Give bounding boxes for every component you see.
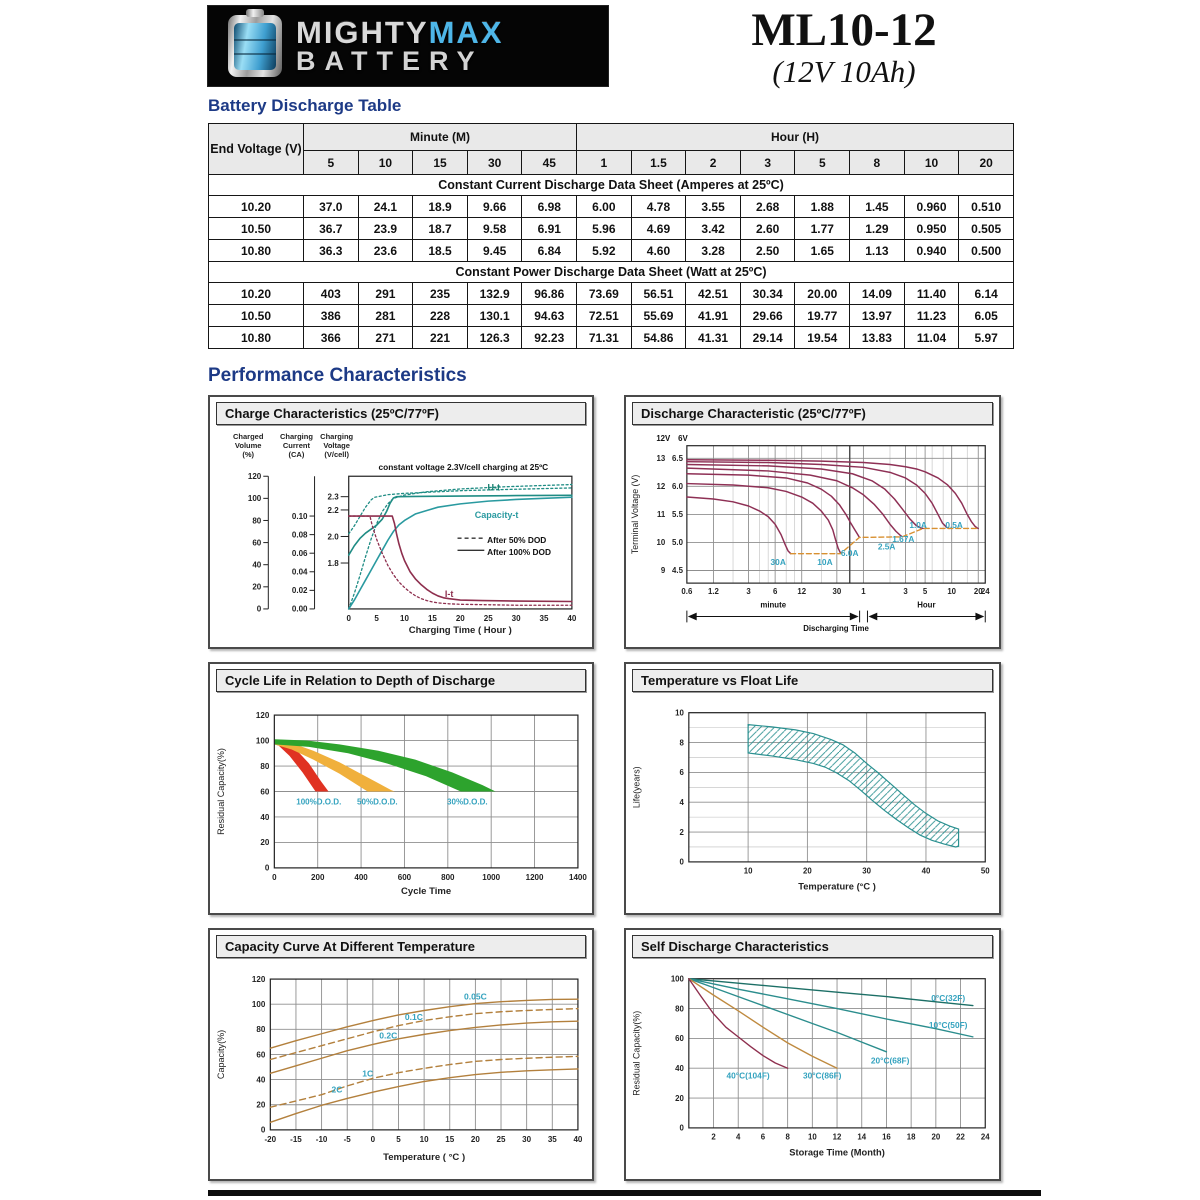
svg-text:12: 12	[656, 482, 666, 492]
svg-text:Charging: Charging	[279, 432, 313, 442]
footer-bar	[208, 1190, 1041, 1196]
model-spec: (12V 10Ah)	[772, 54, 916, 90]
svg-text:16: 16	[882, 1132, 891, 1142]
page-header	[208, 6, 1044, 89]
svg-text:15: 15	[445, 1134, 455, 1144]
svg-text:120: 120	[247, 472, 262, 482]
svg-text:U-t: U-t	[487, 483, 501, 494]
svg-text:0.10: 0.10	[291, 512, 308, 522]
brand-text	[296, 17, 503, 75]
svg-text:Volume: Volume	[234, 441, 262, 451]
svg-text:Cycle Time: Cycle Time	[401, 885, 452, 897]
svg-text:40: 40	[256, 1075, 266, 1085]
svg-text:30A: 30A	[770, 557, 786, 568]
chart-title: Discharge Characteristic (25ºC/77ºF)	[632, 402, 993, 425]
svg-text:6.0A: 6.0A	[840, 548, 859, 559]
svg-text:5: 5	[396, 1134, 401, 1144]
svg-text:2.0: 2.0	[327, 532, 339, 542]
table-section-row: Constant Current Discharge Data Sheet (Amperes at 25ºC)	[209, 175, 1014, 196]
svg-text:9: 9	[660, 566, 666, 576]
svg-text:After 50% DOD: After 50% DOD	[487, 535, 547, 546]
svg-text:20: 20	[260, 837, 270, 847]
svg-text:40: 40	[260, 812, 270, 822]
svg-text:30%D.O.D.: 30%D.O.D.	[447, 797, 488, 807]
svg-text:10: 10	[807, 1132, 817, 1142]
brand-max: MAX	[428, 15, 504, 50]
svg-text:12: 12	[797, 587, 807, 597]
table-section-row: Constant Power Discharge Data Sheet (Watt at 25ºC)	[209, 262, 1014, 283]
svg-text:60: 60	[260, 786, 270, 796]
svg-text:11: 11	[656, 510, 666, 520]
charge-characteristics-plot	[210, 430, 592, 646]
charts-grid	[208, 395, 1044, 1180]
svg-text:14: 14	[857, 1132, 867, 1142]
svg-text:I-t: I-t	[444, 589, 454, 600]
svg-text:200: 200	[311, 872, 325, 882]
svg-text:40: 40	[921, 866, 931, 876]
svg-text:20: 20	[675, 1093, 684, 1103]
svg-text:40: 40	[573, 1134, 583, 1144]
svg-text:2C: 2C	[331, 1084, 343, 1095]
svg-text:0: 0	[264, 863, 270, 873]
svg-text:12: 12	[832, 1132, 842, 1142]
svg-text:0.00: 0.00	[291, 605, 308, 615]
chart-title: Charge Characteristics (25ºC/77ºF)	[216, 402, 586, 425]
self-discharge-plot	[626, 963, 999, 1174]
svg-text:6V: 6V	[678, 434, 688, 444]
svg-text:0.5A: 0.5A	[945, 520, 963, 531]
discharge-characteristic-plot	[626, 430, 999, 641]
svg-text:6.0: 6.0	[672, 482, 683, 492]
svg-text:20°C(68F): 20°C(68F)	[870, 1055, 910, 1066]
svg-text:25: 25	[496, 1134, 506, 1144]
svg-text:0: 0	[370, 1134, 376, 1144]
svg-text:80: 80	[260, 761, 270, 771]
svg-text:22: 22	[956, 1132, 965, 1142]
svg-text:100%D.O.D.: 100%D.O.D.	[296, 797, 342, 807]
discharge-table-body	[209, 175, 1014, 349]
svg-text:15: 15	[427, 614, 437, 624]
svg-text:25: 25	[483, 614, 493, 624]
svg-text:2: 2	[679, 827, 684, 837]
chart-title: Cycle Life in Relation to Depth of Discharge	[216, 669, 586, 692]
svg-text:Terminal Voltage (V): Terminal Voltage (V)	[629, 475, 640, 555]
section-heading-discharge-table: Battery Discharge Table	[208, 96, 402, 116]
svg-text:100: 100	[247, 494, 262, 504]
svg-text:2.5A: 2.5A	[877, 542, 896, 553]
svg-text:Voltage: Voltage	[323, 441, 350, 451]
svg-text:10: 10	[656, 538, 666, 548]
svg-text:30: 30	[522, 1134, 532, 1144]
svg-text:10: 10	[675, 708, 684, 718]
svg-text:2: 2	[711, 1132, 716, 1142]
svg-text:24: 24	[980, 1132, 990, 1142]
svg-text:Temperature (°C ): Temperature (°C )	[798, 880, 876, 891]
svg-text:50%D.O.D.: 50%D.O.D.	[357, 797, 398, 807]
chart-temperature-float-life	[624, 662, 1001, 915]
svg-text:Hour: Hour	[917, 601, 936, 611]
svg-text:40°C(104F): 40°C(104F)	[726, 1070, 770, 1081]
svg-text:20: 20	[470, 1134, 480, 1144]
svg-text:10: 10	[743, 866, 753, 876]
svg-text:10A: 10A	[817, 557, 833, 568]
svg-text:0: 0	[679, 1123, 684, 1133]
svg-text:6.5: 6.5	[672, 454, 683, 464]
cycle-life-plot	[210, 697, 592, 913]
svg-text:0.06: 0.06	[291, 549, 308, 559]
svg-text:10: 10	[419, 1134, 429, 1144]
svg-text:Life(years): Life(years)	[631, 766, 642, 808]
temperature-float-life-plot	[626, 697, 999, 908]
table-row: 10.50 386 281 228 130.1 94.63 72.51 55.69 41.91 29.66 19.77 13.97 11.23 6.05	[209, 305, 1014, 327]
svg-text:100: 100	[255, 735, 270, 745]
svg-text:60: 60	[675, 1033, 684, 1043]
svg-text:0.1C: 0.1C	[404, 1011, 423, 1022]
svg-text:18: 18	[906, 1132, 916, 1142]
svg-text:40: 40	[675, 1063, 684, 1073]
svg-text:1.8: 1.8	[327, 559, 339, 569]
table-header-row: End Voltage (V) Minute (M) Hour (H)	[209, 124, 1014, 151]
svg-text:600: 600	[397, 872, 412, 882]
svg-text:Discharging Time: Discharging Time	[803, 624, 869, 634]
svg-text:100: 100	[670, 974, 684, 984]
chart-discharge-characteristic	[624, 395, 1001, 648]
svg-text:1.2: 1.2	[707, 587, 719, 597]
svg-text:-20: -20	[264, 1134, 277, 1144]
svg-text:minute: minute	[760, 601, 787, 611]
svg-text:10: 10	[947, 587, 957, 597]
svg-text:5.0: 5.0	[672, 538, 683, 548]
svg-text:Capacity(%): Capacity(%)	[216, 1029, 227, 1079]
svg-text:5: 5	[922, 587, 928, 597]
svg-text:20: 20	[252, 583, 262, 593]
svg-text:Charging Time ( Hour ): Charging Time ( Hour )	[408, 625, 512, 637]
svg-text:4: 4	[679, 797, 684, 807]
svg-text:After 100% DOD: After 100% DOD	[487, 547, 551, 558]
svg-text:6: 6	[679, 767, 684, 777]
svg-text:20: 20	[973, 587, 983, 597]
svg-text:Storage Time (Month): Storage Time (Month)	[789, 1147, 885, 1158]
svg-text:1200: 1200	[525, 872, 544, 882]
svg-text:(%): (%)	[242, 450, 255, 460]
table-row: 10.80 36.3 23.6 18.5 9.45 6.84 5.92 4.60 3.28 2.50 1.65 1.13 0.940 0.500	[209, 240, 1014, 262]
svg-text:40: 40	[252, 560, 262, 570]
svg-text:1.0A: 1.0A	[909, 520, 927, 531]
svg-text:13: 13	[656, 454, 666, 464]
svg-text:5: 5	[374, 614, 379, 624]
svg-text:30: 30	[832, 587, 842, 597]
table-row: 10.20 403 291 235 132.9 96.86 73.69 56.51 42.51 30.34 20.00 14.09 11.40 6.14	[209, 283, 1014, 305]
svg-text:8: 8	[679, 737, 684, 747]
svg-text:60: 60	[252, 538, 262, 548]
capacity-temperature-plot	[210, 963, 592, 1179]
section-heading-performance: Performance Characteristics	[208, 365, 467, 387]
svg-text:4: 4	[736, 1132, 741, 1142]
svg-text:0: 0	[272, 872, 277, 882]
svg-text:-5: -5	[343, 1134, 351, 1144]
svg-text:1400: 1400	[568, 872, 587, 882]
chart-title: Capacity Curve At Different Temperature	[216, 935, 586, 958]
svg-text:(V/cell): (V/cell)	[324, 450, 349, 460]
chart-capacity-temperature	[208, 928, 594, 1181]
model-number: ML10-12	[751, 4, 937, 56]
svg-text:10: 10	[400, 614, 409, 624]
model-block	[684, 6, 1004, 89]
svg-text:Charged: Charged	[232, 432, 264, 442]
svg-text:20: 20	[256, 1100, 266, 1110]
svg-text:Residual Capacity(%): Residual Capacity(%)	[631, 1010, 642, 1096]
table-subheader-row: 5 10 15 30 45 1 1.5 2 3 5 8 10 20	[209, 151, 1014, 175]
svg-text:35: 35	[539, 614, 549, 624]
svg-text:80: 80	[675, 1003, 684, 1013]
svg-text:Temperature ( °C ): Temperature ( °C )	[383, 1151, 466, 1163]
svg-text:0: 0	[679, 857, 684, 867]
chart-title: Self Discharge Characteristics	[632, 935, 993, 958]
svg-text:80: 80	[252, 516, 262, 526]
svg-text:-15: -15	[290, 1134, 302, 1144]
chart-cycle-life	[208, 662, 594, 915]
svg-text:3: 3	[903, 587, 908, 597]
chart-title: Temperature vs Float Life	[632, 669, 993, 692]
brand-mighty: MIGHTY	[296, 15, 429, 50]
svg-text:(CA): (CA)	[288, 450, 305, 460]
svg-text:50: 50	[980, 866, 990, 876]
svg-text:35: 35	[547, 1134, 557, 1144]
svg-text:60: 60	[256, 1049, 266, 1059]
svg-text:1000: 1000	[482, 872, 501, 882]
svg-text:Capacity-t: Capacity-t	[474, 510, 519, 521]
svg-text:80: 80	[256, 1024, 266, 1034]
svg-text:Current: Current	[282, 441, 311, 451]
svg-text:-10: -10	[315, 1134, 328, 1144]
svg-text:Residual Capacity(%): Residual Capacity(%)	[216, 747, 227, 835]
svg-text:5.5: 5.5	[672, 510, 683, 520]
svg-text:0°C(32F): 0°C(32F)	[931, 992, 966, 1003]
battery-discharge-table	[208, 123, 1014, 349]
brand-logo	[208, 6, 608, 86]
svg-text:4.5: 4.5	[672, 566, 683, 576]
svg-text:0: 0	[260, 1125, 266, 1135]
svg-text:0: 0	[346, 614, 351, 624]
svg-text:Charging: Charging	[320, 432, 354, 442]
svg-text:8: 8	[785, 1132, 790, 1142]
svg-text:1.67A: 1.67A	[892, 534, 915, 545]
svg-text:1C: 1C	[362, 1068, 374, 1079]
svg-text:constant voltage 2.3V/cell cha: constant voltage 2.3V/cell charging at 25ºC	[378, 462, 549, 473]
svg-text:6: 6	[772, 587, 778, 597]
svg-text:0.02: 0.02	[291, 586, 308, 596]
svg-text:6: 6	[760, 1132, 766, 1142]
svg-text:120: 120	[255, 710, 270, 720]
table-row: 10.80 366 271 221 126.3 92.23 71.31 54.86 41.31 29.14 19.54 13.83 11.04 5.97	[209, 327, 1014, 349]
svg-text:0.04: 0.04	[291, 568, 308, 578]
chart-charge-characteristics	[208, 395, 594, 648]
svg-text:0.05C: 0.05C	[464, 991, 487, 1002]
svg-text:120: 120	[251, 974, 266, 984]
discharge-table-head	[209, 124, 1014, 175]
chart-self-discharge	[624, 928, 1001, 1181]
svg-text:24: 24	[980, 587, 990, 597]
svg-text:2.3: 2.3	[327, 492, 339, 502]
svg-text:0.6: 0.6	[681, 587, 693, 597]
svg-text:12V: 12V	[656, 434, 671, 444]
svg-text:0.2C: 0.2C	[379, 1030, 398, 1041]
table-row: 10.50 36.7 23.9 18.7 9.58 6.91 5.96 4.69 3.42 2.60 1.77 1.29 0.950 0.505	[209, 218, 1014, 240]
svg-text:3: 3	[746, 587, 751, 597]
svg-text:20: 20	[803, 866, 812, 876]
svg-text:2.2: 2.2	[327, 506, 339, 516]
svg-text:0: 0	[256, 605, 262, 615]
svg-text:30°C(86F): 30°C(86F)	[802, 1070, 842, 1081]
battery-icon	[228, 13, 282, 79]
svg-text:800: 800	[441, 872, 455, 882]
svg-text:100: 100	[251, 999, 266, 1009]
datasheet-page	[208, 0, 1044, 1196]
svg-text:20: 20	[931, 1132, 941, 1142]
svg-text:10°C(50F): 10°C(50F)	[928, 1019, 968, 1030]
svg-text:40: 40	[567, 614, 577, 624]
svg-text:30: 30	[511, 614, 521, 624]
brand-battery: BATTERY	[296, 46, 484, 76]
svg-text:30: 30	[862, 866, 872, 876]
svg-text:0.08: 0.08	[291, 530, 308, 540]
table-row: 10.20 37.0 24.1 18.9 9.66 6.98 6.00 4.78 3.55 2.68 1.88 1.45 0.960 0.510	[209, 196, 1014, 218]
svg-text:400: 400	[354, 872, 368, 882]
svg-text:1: 1	[861, 587, 866, 597]
svg-text:20: 20	[455, 614, 465, 624]
